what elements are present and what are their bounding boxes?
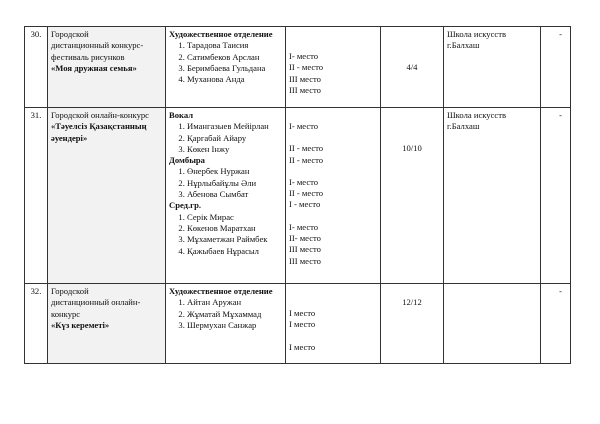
list-item: 2. Қаргабай Айару: [187, 133, 282, 144]
participant-list: [169, 121, 282, 155]
group-heading: Художественное отделение: [169, 286, 273, 296]
list-item: 3. Абенова Сымбат: [187, 189, 282, 200]
list-item: 2. Нұрлыбайұлы Әли: [187, 178, 282, 189]
group-heading: Художественное отделение: [169, 29, 273, 39]
group-heading: Домбыра: [169, 155, 205, 166]
group-heading: Вокал: [169, 110, 194, 120]
list-item: 1. Серік Мирас: [187, 212, 282, 223]
list-item: 1. Имангазыев Мейірлан: [187, 121, 282, 132]
list-item: 3. Шермухан Санжар: [187, 320, 282, 331]
table-row: [25, 284, 571, 364]
note: -: [541, 27, 571, 108]
list-item: 2. Жұматай Мұхаммад: [187, 309, 282, 320]
places: I- место II - место II - место I- место II - место I - место I- место II- место III место III место: [286, 108, 381, 284]
list-item: 2. Көкенов Маратхан: [187, 223, 282, 234]
note: -: [541, 284, 571, 364]
event-name: Городской онлайн-конкурс «Тәуелсіз Қазақстанның әуендері»: [48, 108, 166, 284]
participants: [166, 284, 286, 364]
list-item: 4. Қажыбаев Нұрасыл: [187, 246, 282, 257]
row-number: 31.: [25, 108, 48, 284]
event-name: Городской дистанционный онлайн-конкурс «Күз кереметі»: [48, 284, 166, 364]
participant-list: [169, 297, 282, 331]
result: 10/10: [381, 108, 444, 284]
result: 12/12: [381, 284, 444, 364]
places: I место I место I место: [286, 284, 381, 364]
list-item: 1. Тарадова Таисия: [187, 40, 282, 51]
list-item: 3. Мұхаметжан Раймбек: [187, 234, 282, 245]
participants: [166, 27, 286, 108]
list-item: 1. Өнербек Нуржан: [187, 166, 282, 177]
result: 4/4: [381, 27, 444, 108]
list-item: 1. Айтан Аружан: [187, 297, 282, 308]
participant-list: [169, 40, 282, 85]
list-item: 4. Муханова Анда: [187, 74, 282, 85]
participant-list: [169, 166, 282, 200]
group-heading: Сред.гр.: [169, 200, 202, 211]
list-item: 3. Көкен Інжу: [187, 144, 282, 155]
table-row: [25, 108, 571, 284]
event-name: Городской дистанционный конкурс-фестиваль рисунков «Моя дружная семья»: [48, 27, 166, 108]
awards-table: [24, 26, 571, 364]
note: -: [541, 108, 571, 284]
list-item: 2. Сатимбеков Арслан: [187, 52, 282, 63]
school: Школа искусств г.Балхаш: [444, 27, 541, 108]
school: [444, 284, 541, 364]
list-item: 3. Беримбаева Гульдана: [187, 63, 282, 74]
table-row: [25, 27, 571, 108]
places: I- место II - место III место III место: [286, 27, 381, 108]
school: Школа искусств г.Балхаш: [444, 108, 541, 284]
participant-list: [169, 212, 282, 257]
row-number: 32.: [25, 284, 48, 364]
participants: [166, 108, 286, 284]
row-number: 30.: [25, 27, 48, 108]
